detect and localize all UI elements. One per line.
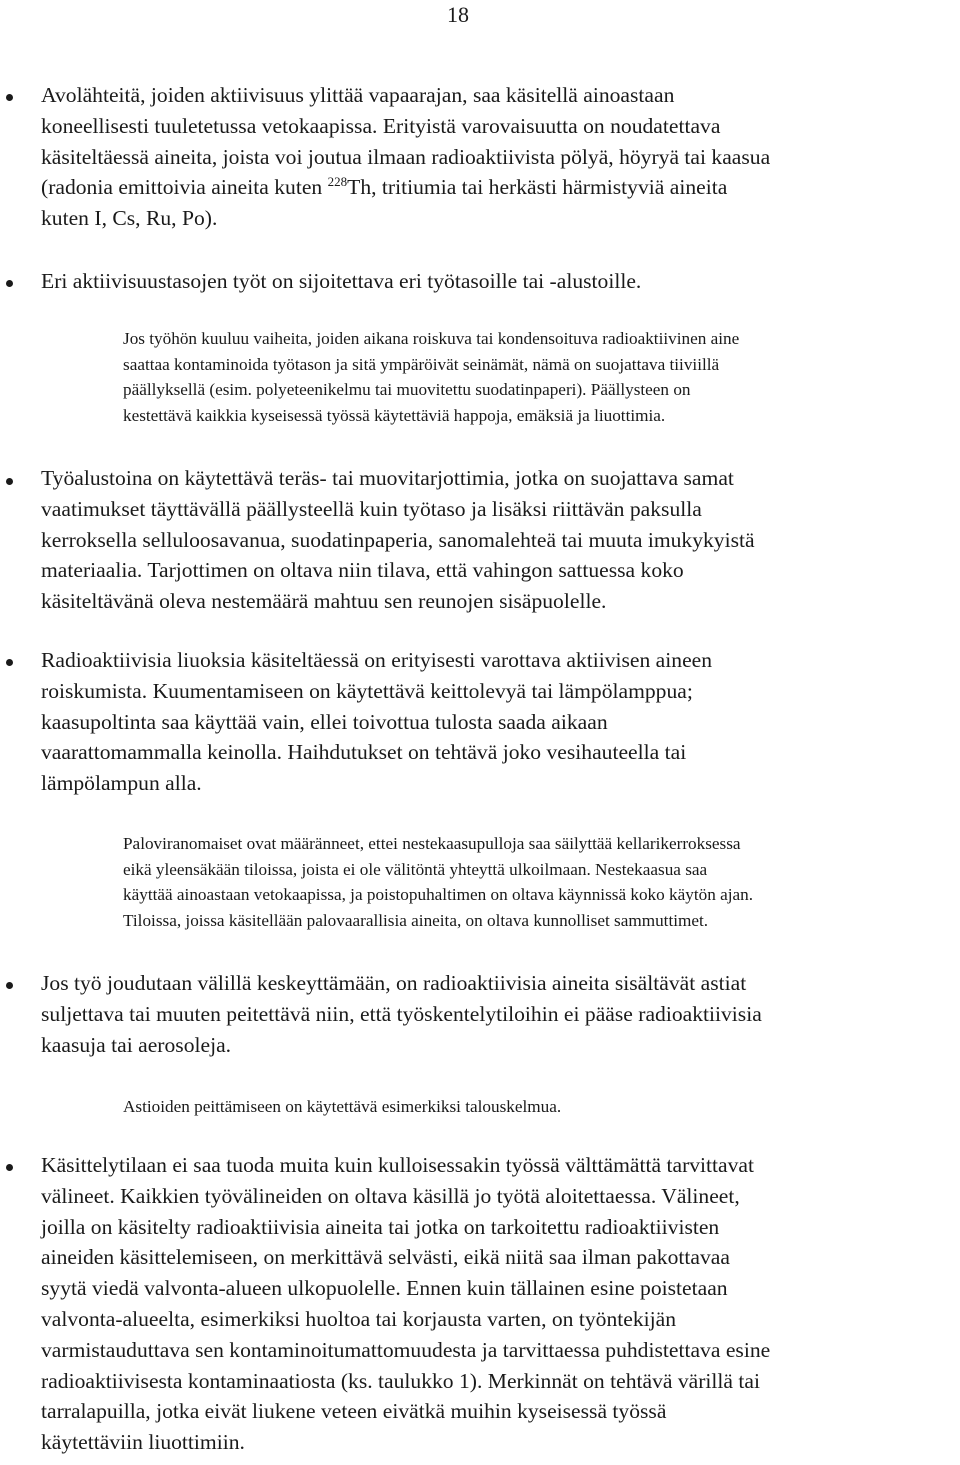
text-line: suljettava tai muuten peitettävä niin, että työskentelytiloihin ei pääse radioaktiivisia [41, 1001, 762, 1026]
note-paragraph-1 [123, 326, 958, 428]
text-line: roiskumista. Kuumentamiseen on käytettävä keittolevyä tai lämpölamppua; [41, 678, 693, 703]
note-line: Tiloissa, joissa käsitellään palovaarallisia aineita, on oltava kunnolliset sammuttimet. [123, 910, 709, 930]
bullet-icon [6, 94, 13, 101]
text-line: tarralapuilla, jotka eivät liukene veteen eivätkä muihin kyseisessä työssä [41, 1399, 667, 1424]
note-line: käyttää ainoastaan vetokaapissa, ja poistopuhaltimen on oltava käynnissä koko käytön ajan. [123, 885, 754, 905]
bullet-icon [6, 280, 13, 287]
text-line: Avolähteitä, joiden aktiivisuus ylittää vapaarajan, saa käsitellä ainoastaan [41, 83, 675, 107]
text-line: Työalustoina on käytettävä teräs- tai muovitarjottimia, jotka on suojattava samat [41, 466, 734, 490]
text-line: materiaalia. Tarjottimen on oltava niin tilava, että vahingon sattuessa koko [41, 558, 684, 583]
bullet-text-1 [41, 80, 956, 234]
bullet-icon [6, 1164, 13, 1171]
note-line: Paloviranomaiset ovat määränneet, ettei nestekaasupulloja saa säilyttää kellarikerroksessa [123, 834, 741, 853]
text-line: välineet. Kaikkien työvälineiden on oltava käsillä jo työtä aloitettaessa. Välineet, [41, 1183, 740, 1208]
bullet-text-4 [41, 645, 956, 799]
text-line: varmistauduttava sen kontaminoitumattomuudesta ja tarvittaessa puhdistettava esine [41, 1337, 771, 1362]
note-line: Astioiden peittämiseen on käytettävä esimerkiksi talouskelmua. [123, 1097, 562, 1116]
text-line: Eri aktiivisuustasojen työt on sijoitettava eri työtasoille tai -alustoille. [41, 269, 642, 293]
note-line: eikä yleensäkään tiloissa, joista ei ole välitöntä yhteyttä ulkoilmaan. Nestekaasua saa [123, 859, 708, 879]
text-line: koneellisesti tuuletetussa vetokaapissa. Erityistä varovaisuutta on noudatettava [41, 113, 721, 138]
text-line: vaarattomammalla keinolla. Haihdutukset on tehtävä joko vesihauteella tai [41, 740, 687, 765]
text-segment: (radonia emittoivia aineita kuten [41, 175, 328, 200]
bullet-text-6 [41, 1150, 956, 1458]
bullet-icon [6, 659, 13, 666]
note-line: Jos työhön kuuluu vaiheita, joiden aikana roiskuva tai kondensoituva radioaktiivinen aine [123, 329, 740, 348]
text-line: kaasuja tai aerosoleja. [41, 1032, 232, 1057]
note-line: kestettävä kaikkia kyseisessä työssä käytettäviä happoja, emäksiä ja liuottimia. [123, 405, 666, 425]
text-line: valvonta-alueelta, esimerkiksi huoltoa tai korjausta varten, on työntekijän [41, 1306, 677, 1331]
text-line: kaasupoltinta saa käyttää vain, ellei toivottua tulosta saada aikaan [41, 709, 608, 734]
text-line: käsiteltävänä oleva nestemäärä mahtuu sen reunojen sisäpuolelle. [41, 589, 607, 614]
text-line: vaatimukset täyttävällä päällysteellä kuin työtaso ja lisäksi riittävän paksulla [41, 496, 702, 521]
text-line: käsiteltäessä aineita, joista voi joutua ilmaan radioaktiivista pölyä, höyryä tai kaasua [41, 144, 771, 169]
bullet-text-2 [41, 266, 956, 297]
superscript-mass-number: 228 [327, 174, 348, 190]
text-line: Radioaktiivisia liuoksia käsiteltäessä on erityisesti varottava aktiivisen aineen [41, 648, 713, 672]
bullet-text-5 [41, 968, 956, 1060]
text-line: radioaktiivisesta kontaminaatiosta (ks. taulukko 1). Merkinnät on tehtävä värillä tai [41, 1368, 760, 1393]
note-paragraph-3 [123, 1094, 958, 1120]
note-paragraph-2 [123, 831, 958, 933]
page-number: 18 [447, 2, 469, 27]
bullet-icon [6, 478, 13, 485]
note-line: saattaa kontaminoida työtason ja sitä ympäröivät seinämät, nämä on suojattava tiiviillä [123, 354, 720, 374]
text-line: kerroksella selluloosavanua, suodatinpaperia, sanomalehteä tai muuta imukykyistä [41, 527, 755, 552]
text-segment: Th, tritiumia tai herkästi härmistyviä aineita [347, 175, 728, 200]
text-line: lämpölampun alla. [41, 771, 202, 796]
bullet-icon [6, 982, 13, 989]
text-line: Käsittelytilaan ei saa tuoda muita kuin kulloisessakin työssä välttämättä tarvittavat [41, 1153, 755, 1177]
text-line: syytä viedä valvonta-alueen ulkopuolelle. Ennen kuin tällainen esine poistetaan [41, 1276, 728, 1301]
text-line: joilla on käsitelty radioaktiivisia aineita tai jotka on tarkoitettu radioaktiivisten [41, 1214, 720, 1239]
text-line: Jos työ joudutaan välillä keskeyttämään, on radioaktiivisia aineita sisältävät astiat [41, 971, 747, 995]
note-line: päällyksellä (esim. polyeteenikelmu tai muovitettu suodatinpaperi). Päällysteen on [123, 380, 691, 400]
text-line: käytettäviin liuottimiin. [41, 1430, 245, 1455]
bullet-text-3 [41, 463, 956, 617]
text-line: aineiden käsittelemiseen, on merkittävä selvästi, eikä niitä saa ilman pakottavaa [41, 1245, 730, 1270]
text-line [41, 172, 956, 203]
text-line: kuten I, Cs, Ru, Po). [41, 206, 218, 231]
